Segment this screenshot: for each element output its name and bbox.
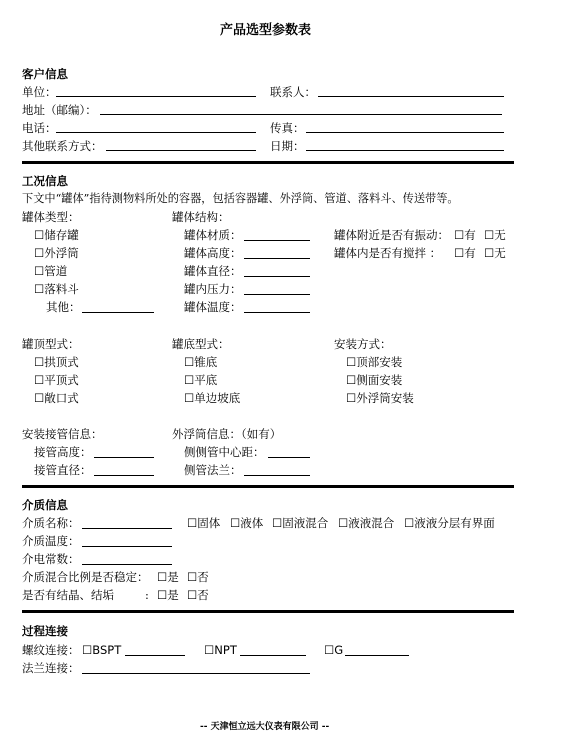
tank-type-storage[interactable]: ☐储存罐 — [34, 228, 79, 242]
nozzle-height-field[interactable] — [94, 457, 154, 458]
crystal-colon: : — [145, 588, 149, 602]
float-info-label: 外浮筒信息：（如有） — [172, 427, 282, 441]
section-divider — [22, 610, 514, 613]
agitator-question: 罐体内是否有搅拌 ： — [334, 246, 442, 260]
install-side[interactable]: ☐侧面安装 — [346, 373, 403, 387]
diameter-field[interactable] — [244, 276, 310, 277]
bspt-field[interactable] — [125, 655, 185, 656]
contact-field[interactable] — [318, 96, 504, 97]
pressure-field[interactable] — [244, 294, 310, 295]
side-center-field[interactable] — [268, 457, 310, 458]
material-label: 罐体材质： — [184, 228, 242, 242]
bottom-type-cone[interactable]: ☐锥底 — [184, 355, 218, 369]
vibration-no[interactable]: ☐无 — [484, 228, 506, 242]
section-divider — [22, 161, 514, 164]
phone-label: 电话： — [22, 121, 57, 135]
side-flange-label: 侧管法兰： — [184, 463, 242, 477]
thread-label: 螺纹连接： — [22, 643, 80, 657]
top-type-dome[interactable]: ☐拱顶式 — [34, 355, 79, 369]
stable-question: 介质混合比例是否稳定： — [22, 570, 149, 584]
crystal-question: 是否有结晶、结垢 — [22, 588, 114, 602]
side-flange-field[interactable] — [244, 475, 310, 476]
fax-label: 传真： — [270, 121, 305, 135]
nozzle-diameter-label: 接管直径： — [34, 463, 92, 477]
stable-no[interactable]: ☐否 — [187, 570, 209, 584]
other-label: 其他： — [46, 300, 81, 314]
phone-field[interactable] — [56, 132, 256, 133]
vibration-yes[interactable]: ☐有 — [454, 228, 476, 242]
side-center-label: 侧侧管中心距： — [184, 445, 265, 459]
fax-field[interactable] — [306, 132, 504, 133]
medium-temp-field[interactable] — [82, 546, 172, 547]
page-title: 产品选型参数表 — [220, 23, 312, 38]
vibration-question: 罐体附近是否有振动： — [334, 228, 449, 242]
other-field[interactable] — [82, 312, 154, 313]
address-field[interactable] — [100, 114, 502, 115]
medium-heading: 介质信息 — [22, 498, 68, 512]
thread-npt[interactable]: ☐NPT — [204, 643, 237, 657]
address-label: 地址（邮编）： — [22, 103, 97, 117]
install-top[interactable]: ☐顶部安装 — [346, 355, 403, 369]
bottom-type-label: 罐底型式： — [172, 337, 230, 351]
phase-liquid[interactable]: ☐液体 — [230, 516, 264, 530]
unit-label: 单位： — [22, 85, 57, 99]
top-type-open[interactable]: ☐敞口式 — [34, 391, 79, 405]
g-field[interactable] — [345, 655, 409, 656]
medium-temp-label: 介质温度： — [22, 534, 80, 548]
customer-heading: 客户信息 — [22, 67, 68, 81]
phase-liquid-liquid[interactable]: ☐液液混合 — [338, 516, 395, 530]
flange-label: 法兰连接： — [22, 661, 80, 675]
tank-type-hopper[interactable]: ☐落料斗 — [34, 282, 79, 296]
thread-g[interactable]: ☐G — [324, 643, 344, 657]
other-contact-label: 其他联系方式： — [22, 139, 103, 153]
top-type-flat[interactable]: ☐平顶式 — [34, 373, 79, 387]
other-contact-field[interactable] — [106, 150, 256, 151]
install-float[interactable]: ☐外浮筒安装 — [346, 391, 414, 405]
pressure-label: 罐内压力： — [184, 282, 242, 296]
structure-label: 罐体结构： — [172, 210, 230, 224]
top-type-label: 罐顶型式： — [22, 337, 80, 351]
stable-yes[interactable]: ☐是 — [157, 570, 179, 584]
install-label: 安装方式： — [334, 337, 392, 351]
dielectric-label: 介电常数： — [22, 552, 80, 566]
nozzle-label: 安装接管信息： — [22, 427, 103, 441]
tank-type-float[interactable]: ☐外浮筒 — [34, 246, 79, 260]
phase-solid[interactable]: ☐固体 — [187, 516, 221, 530]
phase-layered[interactable]: ☐液液分层有界面 — [404, 516, 495, 530]
bottom-type-flat[interactable]: ☐平底 — [184, 373, 218, 387]
height-label: 罐体高度： — [184, 246, 242, 260]
npt-field[interactable] — [240, 655, 306, 656]
conditions-heading: 工况信息 — [22, 174, 68, 188]
section-divider — [22, 485, 514, 488]
tank-type-pipe[interactable]: ☐管道 — [34, 264, 68, 278]
crystal-no[interactable]: ☐否 — [187, 588, 209, 602]
medium-name-field[interactable] — [82, 528, 172, 529]
phase-solid-liquid[interactable]: ☐固液混合 — [272, 516, 329, 530]
height-field[interactable] — [244, 258, 310, 259]
thread-bspt[interactable]: ☐BSPT — [82, 643, 122, 657]
temperature-field[interactable] — [244, 312, 310, 313]
tank-type-label: 罐体类型： — [22, 210, 80, 224]
diameter-label: 罐体直径： — [184, 264, 242, 278]
medium-name-label: 介质名称： — [22, 516, 80, 530]
flange-field[interactable] — [82, 673, 310, 674]
unit-field[interactable] — [56, 96, 256, 97]
footer-company: -- 天津恒立远大仪表有限公司 -- — [200, 722, 330, 732]
material-field[interactable] — [244, 240, 310, 241]
date-field[interactable] — [306, 150, 504, 151]
date-label: 日期： — [270, 139, 305, 153]
agitator-yes[interactable]: ☐有 — [454, 246, 476, 260]
crystal-yes[interactable]: ☐是 — [157, 588, 179, 602]
conditions-note: 下文中“罐体”指待测物料所处的容器，包括容器罐、外浮筒、管道、落料斗、传送带等。 — [22, 192, 459, 205]
dielectric-field[interactable] — [82, 564, 172, 565]
agitator-no[interactable]: ☐无 — [484, 246, 506, 260]
nozzle-height-label: 接管高度： — [34, 445, 92, 459]
contact-label: 联系人： — [270, 85, 316, 99]
nozzle-diameter-field[interactable] — [94, 475, 154, 476]
bottom-type-slope[interactable]: ☐单边坡底 — [184, 391, 241, 405]
temperature-label: 罐体温度： — [184, 300, 242, 314]
process-heading: 过程连接 — [22, 624, 68, 638]
